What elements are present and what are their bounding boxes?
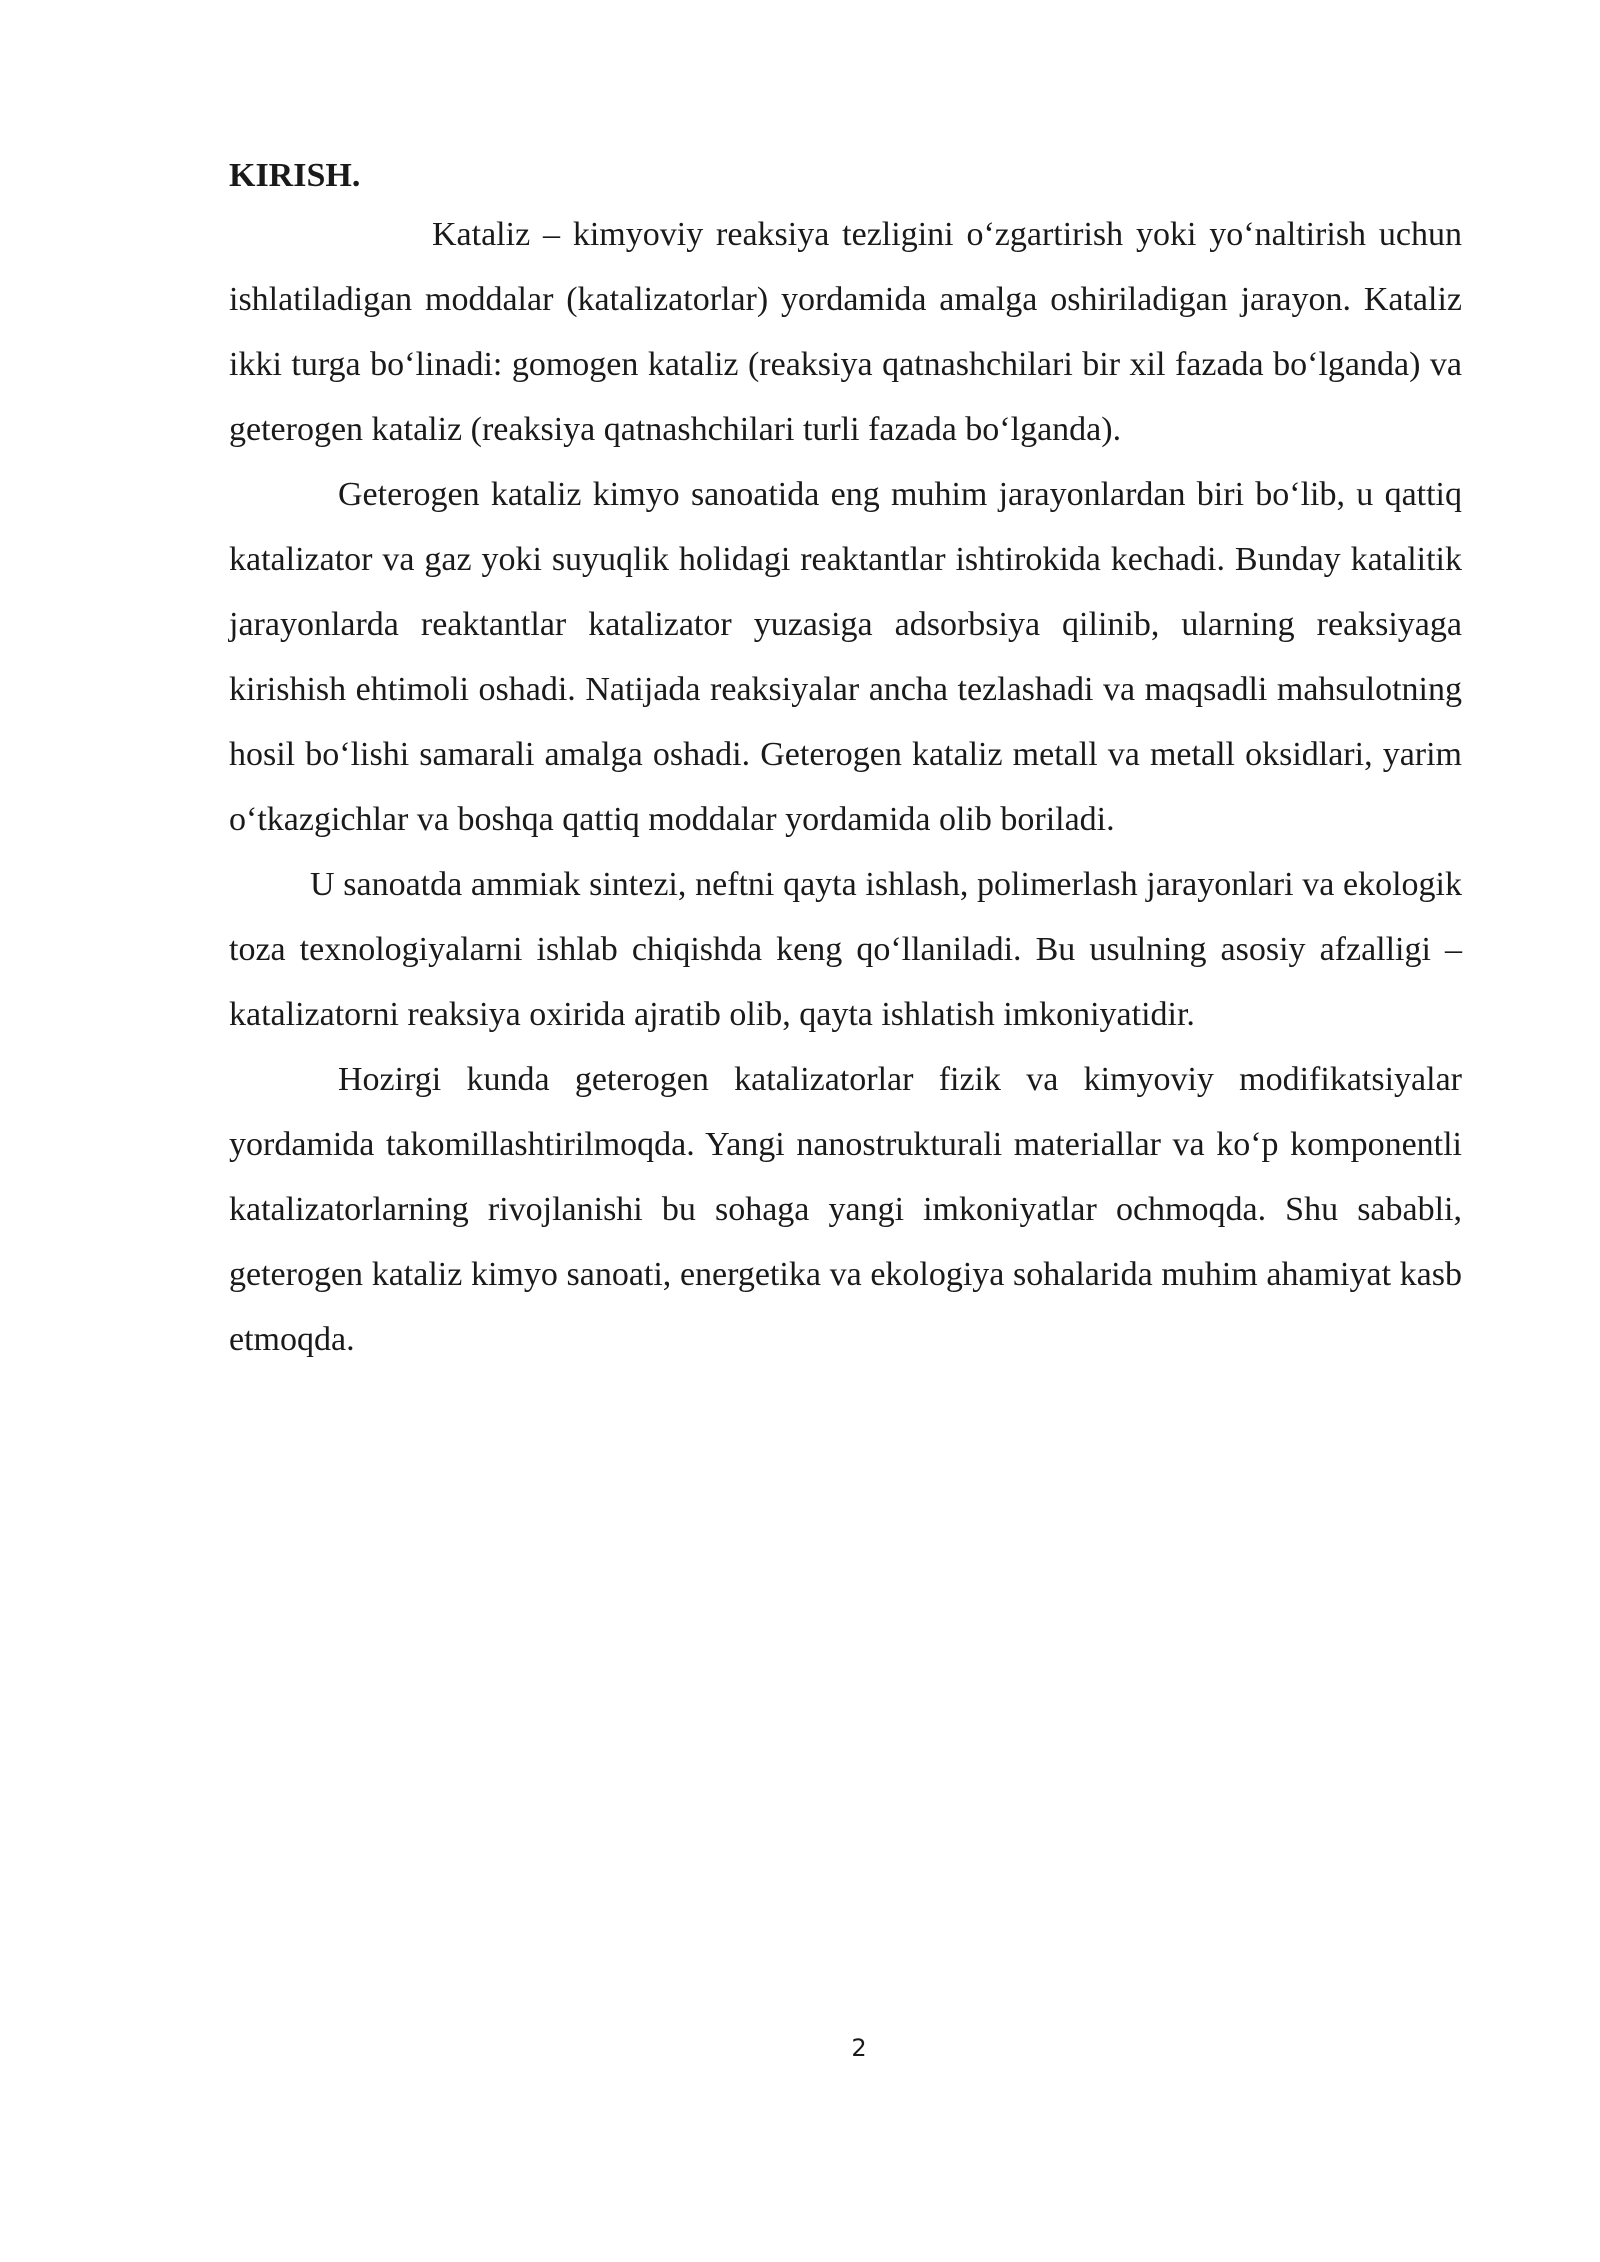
paragraph-1: Kataliz – kimyoviy reaksiya tezligini oʻzgartirish yoki yoʻnaltirish uchun ishlatiladigan moddalar (katalizatorlar) yordamida amalga oshiriladigan jarayon. Kataliz ikki turga boʻlinadi: gomogen kataliz (reaksiya qatnashchilari bir xil fazada boʻlganda) va geterogen kataliz (reaksiya qatnashchilari turli fazada boʻlganda). [229, 216, 1462, 448]
paragraph-2: Geterogen kataliz kimyo sanoatida eng muhim jarayonlardan biri boʻlib, u qattiq katalizator va gaz yoki suyuqlik holidagi reaktantlar ishtirokida kechadi. Bunday katalitik jarayonlarda reaktantlar katalizator yuzasiga adsorbsiya qilinib, ularning reaksiyaga kirishish ehtimoli oshadi. Natijada reaksiyalar ancha tezlashadi va maqsadli mahsulotning hosil boʻlishi samarali amalga oshadi. Geterogen kataliz metall va metall oksidlari, yarim oʻtkazgichlar va boshqa qattiq moddalar yordamida olib boriladi. [229, 476, 1462, 838]
paragraph-4: Hozirgi kunda geterogen katalizatorlar fizik va kimyoviy modifikatsiyalar yordamida takomillashtirilmoqda. Yangi nanostrukturali materiallar va koʻp komponentli katalizatorlarning rivojlanishi bu sohaga yangi imkoniyatlar ochmoqda. Shu sababli, geterogen kataliz kimyo sanoati, energetika va ekologiya sohalarida muhim ahamiyat kasb etmoqda. [229, 1061, 1462, 1358]
paragraph-3: U sanoatda ammiak sintezi, neftni qayta ishlash, polimerlash jarayonlari va ekologik toza texnologiyalarni ishlab chiqishda keng qoʻllaniladi. Bu usulning asosiy afzalligi – katalizatorni reaksiya oxirida ajratib olib, qayta ishlatish imkoniyatidir. [229, 866, 1462, 1033]
section-heading: KIRISH. [229, 157, 361, 194]
page-number: 2 [851, 2034, 867, 2062]
document-body [229, 150, 1462, 1372]
